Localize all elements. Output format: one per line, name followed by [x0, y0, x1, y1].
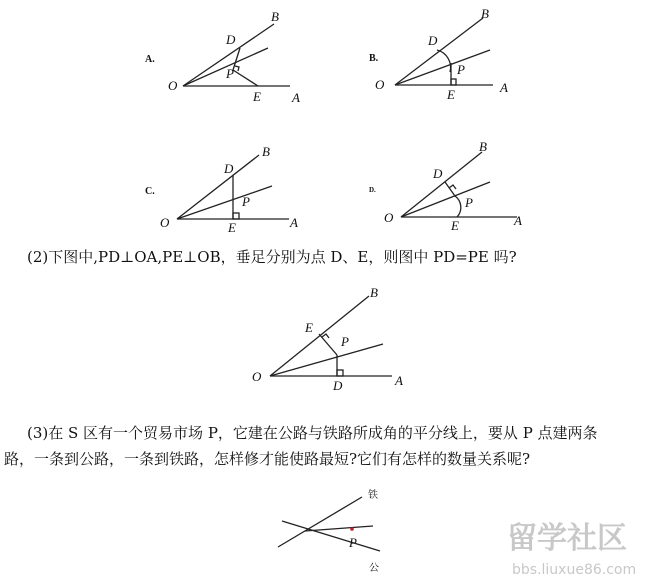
option-d-label: D. — [369, 186, 376, 194]
point-p: P — [457, 62, 465, 77]
option-a-label: A. — [145, 54, 155, 65]
point-b: B — [262, 144, 270, 159]
figure-q3 — [278, 497, 380, 551]
point-e: E — [253, 89, 261, 104]
road-label: 公 — [369, 563, 379, 574]
point-d: D — [428, 33, 438, 48]
question-2-text: (2)下图中,PD⊥OA,PE⊥OB，垂足分别为点 D、E，则图中 PD=PE 吗? — [27, 248, 517, 266]
watermark-url: bbs.liuxue86.com — [512, 562, 637, 578]
question-3-line-2: 路，一条到公路，一条到铁路，怎样修才能使路最短?它们有怎样的数量关系呢? — [4, 450, 531, 468]
point-a: A — [395, 373, 403, 388]
railway-label: 铁 — [368, 490, 378, 501]
point-e: E — [228, 220, 236, 235]
option-c-label: C. — [145, 186, 155, 197]
question-3-line-1: (3)在 S 区有一个贸易市场 P，它建在公路与铁路所成角的平分线上，要从 P 点建两条 — [27, 424, 598, 442]
point-d: D — [433, 166, 443, 181]
point-b: B — [370, 285, 378, 300]
option-b-label: B. — [369, 53, 379, 64]
point-o: O — [375, 77, 385, 92]
point-a: A — [292, 90, 300, 105]
point-p: P — [242, 194, 250, 209]
point-d: D — [226, 32, 236, 47]
figure-option-d — [401, 152, 517, 217]
point-p: P — [226, 66, 234, 81]
point-a: A — [500, 80, 508, 95]
point-e: E — [447, 87, 455, 102]
point-d: D — [333, 378, 343, 393]
point-o: O — [384, 210, 394, 225]
figure-option-b — [395, 18, 493, 85]
point-a: A — [514, 213, 522, 228]
point-o: O — [168, 78, 178, 93]
point-e: E — [305, 320, 313, 335]
figure-q2 — [270, 296, 392, 376]
point-d: D — [224, 161, 234, 176]
watermark-logo: 留学社区 — [507, 521, 627, 556]
point-o: O — [252, 369, 262, 384]
point-b: B — [481, 6, 489, 21]
point-a: A — [290, 215, 298, 230]
point-b: B — [479, 139, 487, 154]
point-o: O — [160, 215, 170, 230]
point-b: B — [271, 9, 279, 24]
point-p: P — [349, 535, 357, 550]
point-p: P — [341, 334, 349, 349]
point-p: P — [465, 195, 473, 210]
market-point — [350, 527, 354, 531]
point-e: E — [451, 218, 459, 233]
figure-option-a — [183, 24, 290, 86]
